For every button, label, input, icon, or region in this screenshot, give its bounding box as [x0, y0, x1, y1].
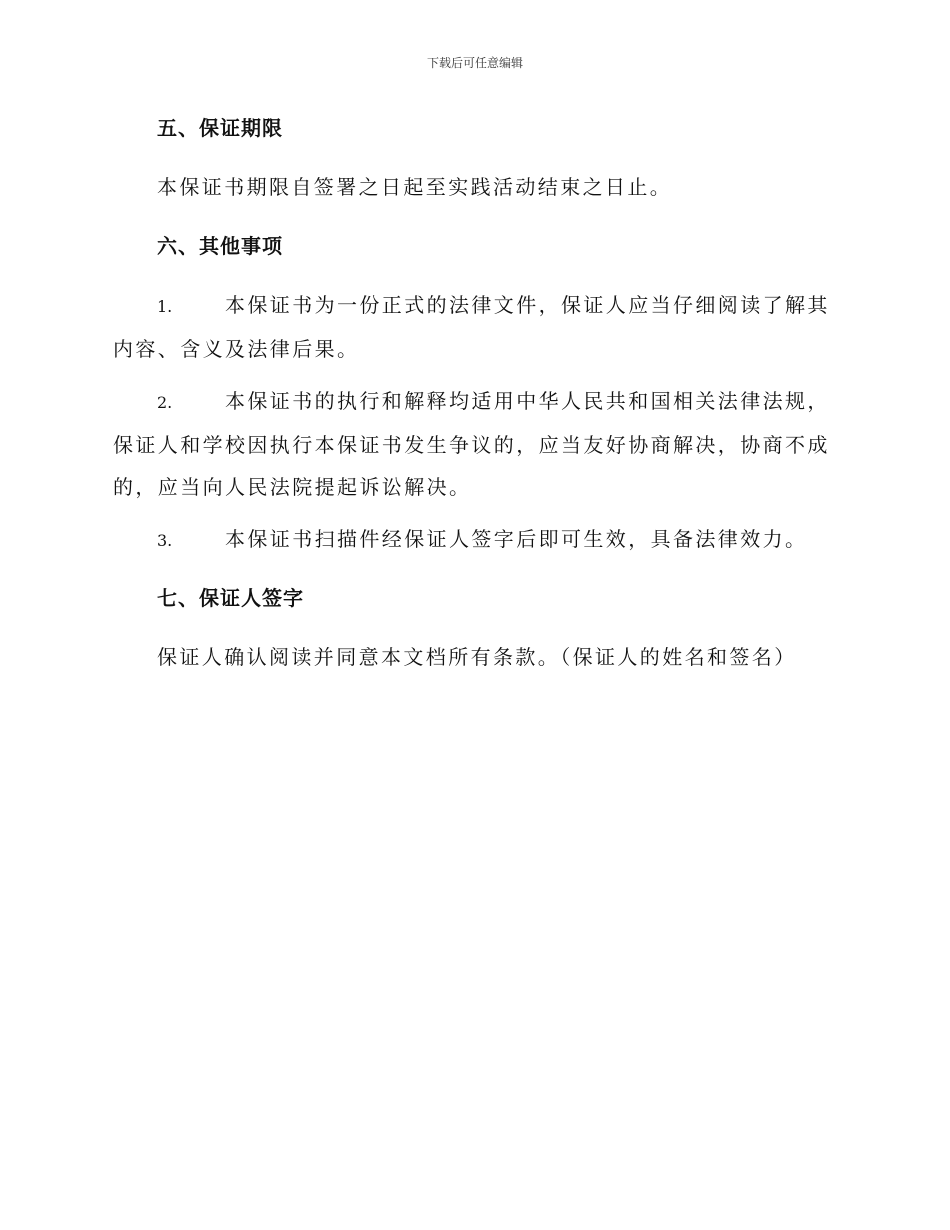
list-item-text: 本保证书的执行和解释均适用中华人民共和国相关法律法规，保证人和学校因执行本保证书发生争议的，应当友好协商解决，协商不成的，应当向人民法院提起诉讼解决。 [113, 389, 830, 499]
section-heading-other-matters: 六、其他事项 [157, 234, 283, 258]
section-heading-signature: 七、保证人签字 [157, 586, 304, 610]
list-item [113, 284, 833, 370]
list-item-number: 2. [157, 393, 173, 412]
section-heading-guarantee-period: 五、保证期限 [157, 116, 283, 140]
document-body [113, 114, 833, 678]
section-body-signature: 保证人确认阅读并同意本文档所有条款。（保证人的姓名和签名） [157, 645, 797, 669]
list-item-number: 3. [157, 531, 173, 550]
list-item-text: 本保证书为一份正式的法律文件，保证人应当仔细阅读了解其内容、含义及法律后果。 [113, 293, 830, 361]
list-item [113, 380, 833, 508]
list-item-text: 本保证书扫描件经保证人签字后即可生效，具备法律效力。 [225, 527, 808, 551]
page-header: 下载后可任意编辑 [426, 56, 523, 70]
list-item [113, 518, 833, 562]
section-body-guarantee-period: 本保证书期限自签署之日起至实践活动结束之日止。 [157, 175, 673, 199]
list-item-number: 1. [157, 297, 173, 316]
